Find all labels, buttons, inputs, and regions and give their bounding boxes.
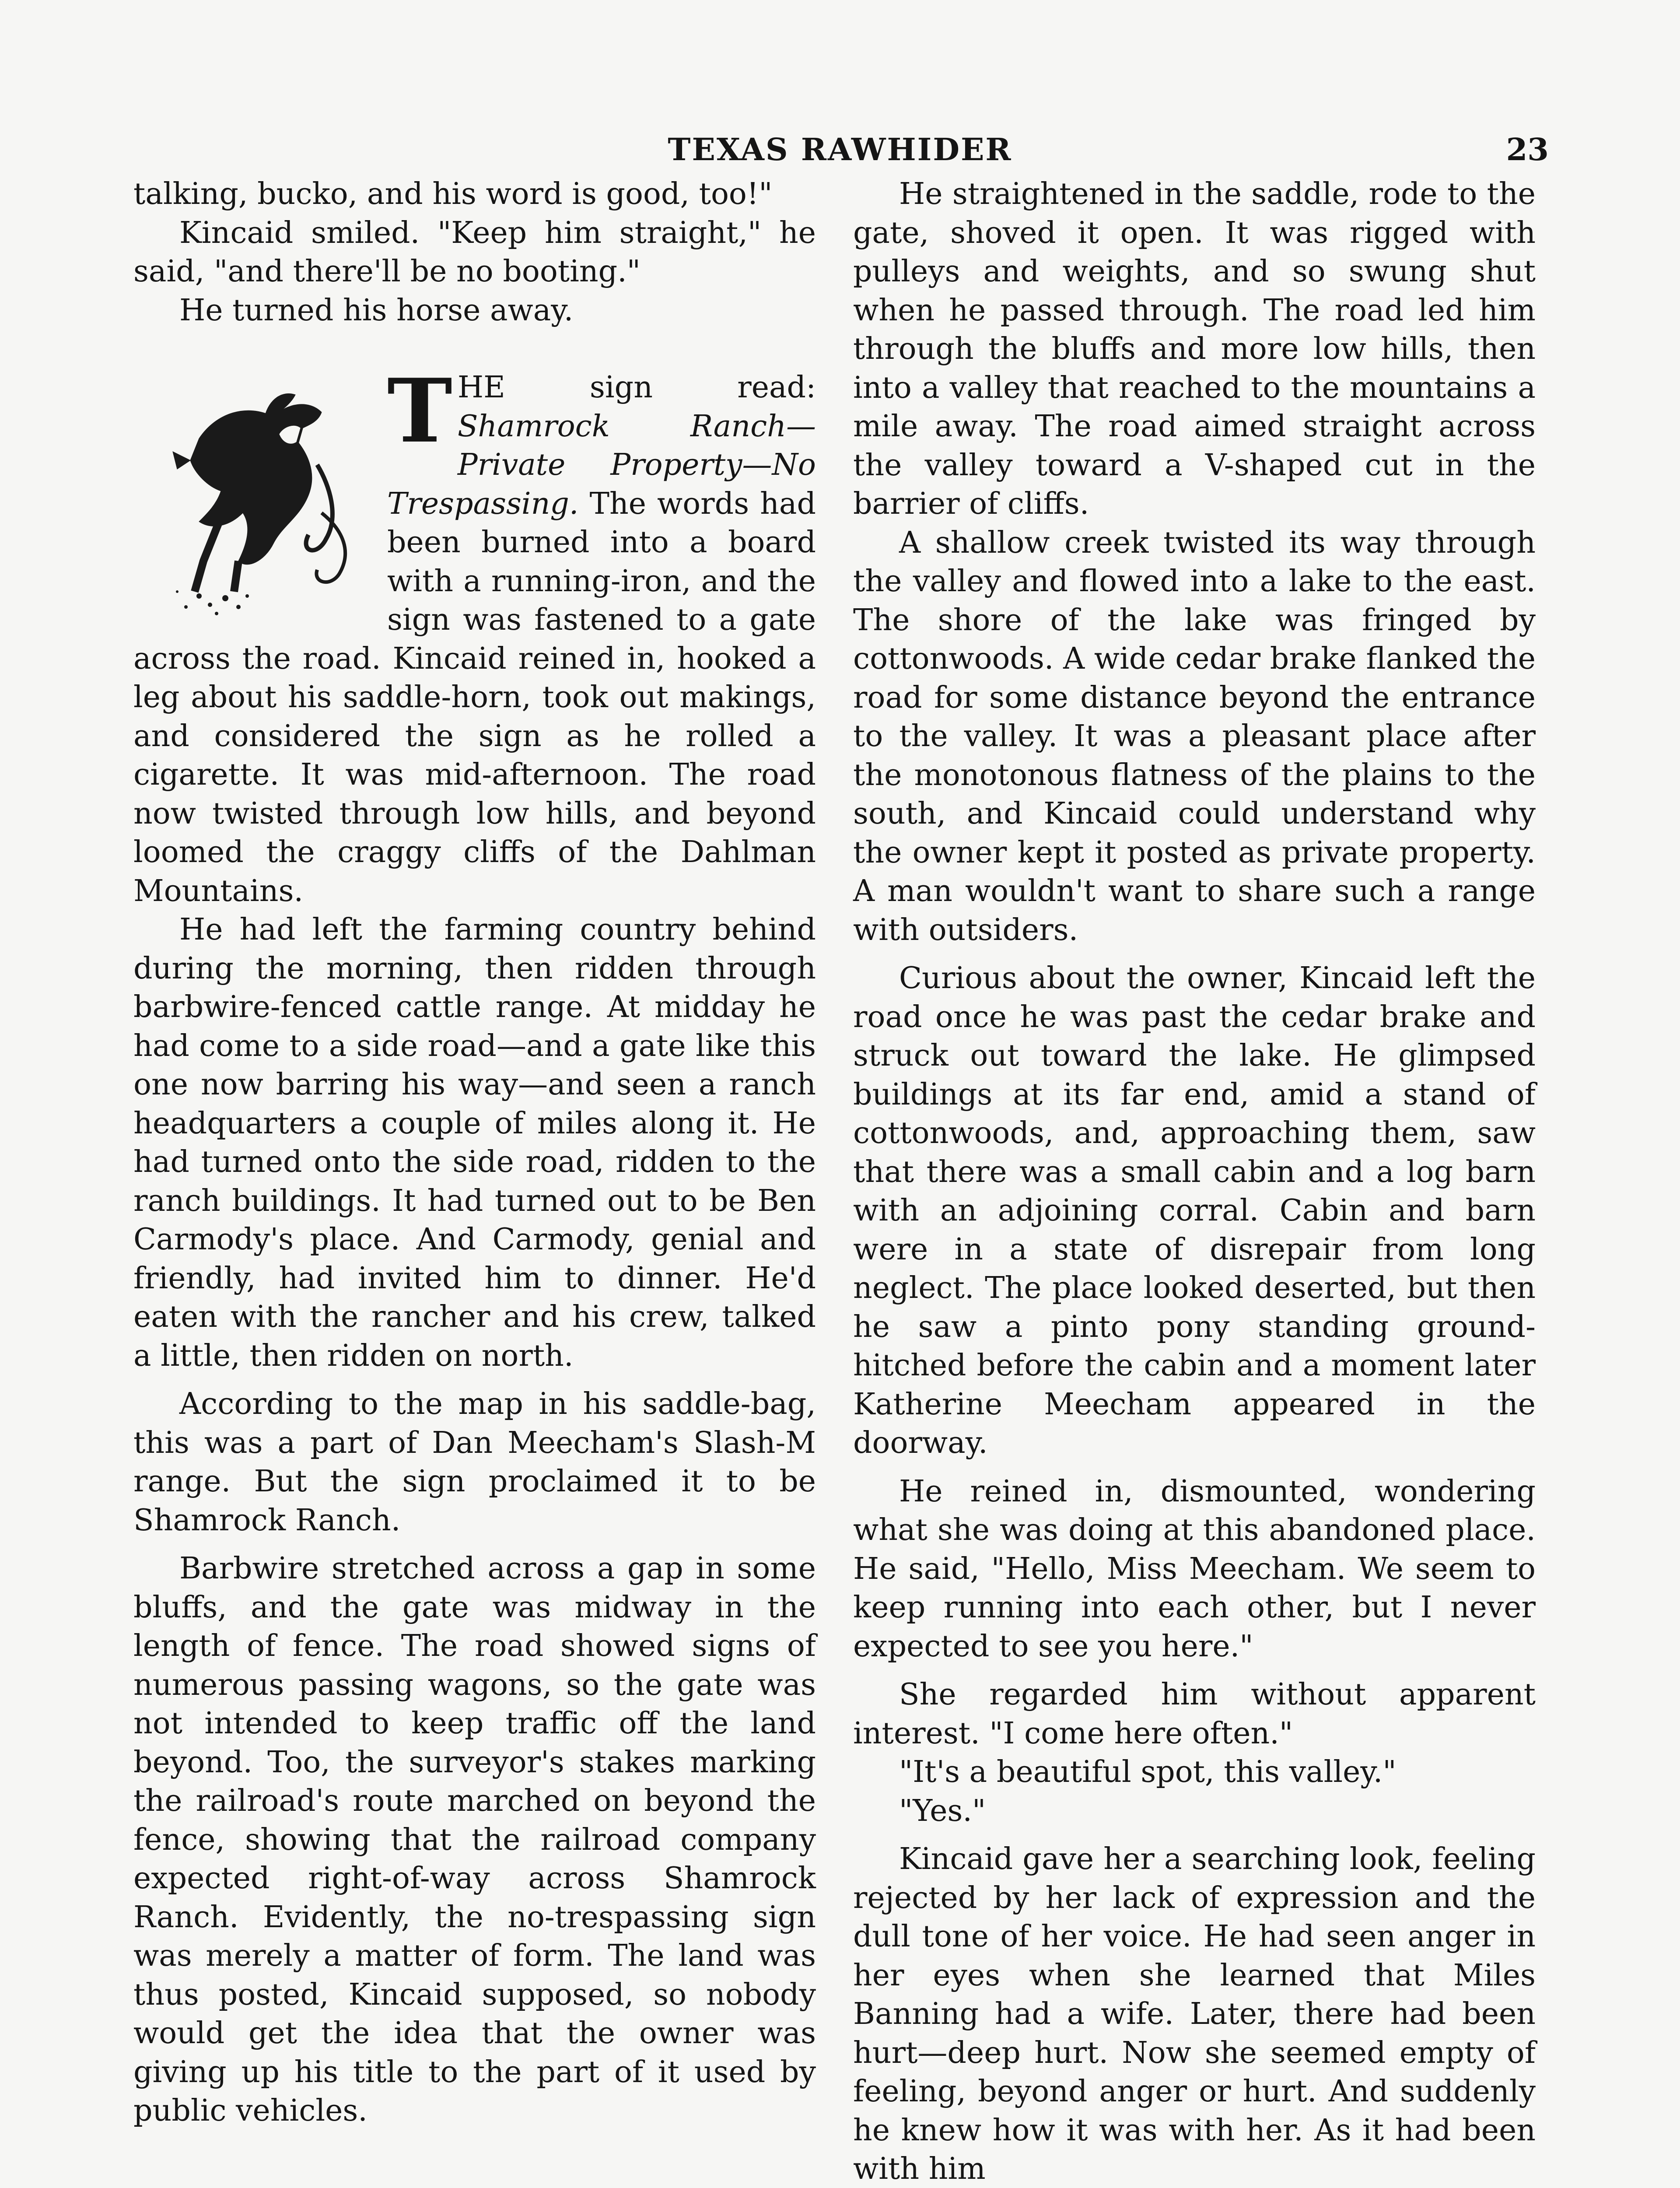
- paragraph-text: The words had been burned into a board with a running-iron, and the sign was fastened to a gate across the road. Kincaid reined in, hooked a leg about his saddle-horn, took out makings, and considered the sign as he rolled a cigarette. It was mid-afternoon. The road now twisted through low hills, and beyond loomed the craggy cliffs of the Dahlman Mountains.: [133, 486, 816, 908]
- left-column: [133, 175, 816, 2131]
- sign-text: Shamrock Ranch—Private Property—No Trespassing.: [387, 409, 816, 521]
- paragraph: Kincaid gave her a searching look, feeling rejected by her lack of expression and the dull tone of her voice. He had seen anger in her eyes when she learned that Miles Banning had a wife. Later, there had been hurt—deep hurt. Now she seemed empty of feeling, beyond anger or hurt. And suddenly he knew how it was with her. As it had been with him: [853, 1842, 1536, 2186]
- paragraph: He straightened in the saddle, rode to the gate, shoved it open. It was rigged with pulleys and weights, and so swung shut when he passed through. The road led him through the bluffs and more low hills, then into a valley that reached to the mountains a mile away. The road aimed straight across the valley toward a V-shaped cut in the barrier of cliffs.: [853, 177, 1536, 521]
- paragraph: Barbwire stretched across a gap in some bluffs, and the gate was midway in the length of fence. The road showed signs of numerous passing wagons, so the gate was not intended to keep traffic off the land beyond. Too, the surveyor's stakes marking the railroad's route marched on beyond the fence, showing that the railroad company expected right-of-way across Shamrock Ranch. Evidently, the no-trespassing sign was merely a matter of form. The land was thus posted, Kincaid supposed, so nobody would get the idea that the owner was giving up his title to the part of it used by public vehicles.: [133, 1551, 816, 2128]
- bucking-horse-rider-icon: [133, 386, 374, 631]
- paragraph: A shallow creek twisted its way through the valley and flowed into a lake to the east. The shore of the lake was fringed by cottonwoods. A wide cedar brake flanked the road for some distance beyond the entrance to the valley. It was a pleasant place after the monotonous flatness of the plains to the south, and Kincaid could understand why the owner kept it posted as private property. A man wouldn't want to share such a range with outsiders.: [853, 525, 1536, 947]
- paragraph: Kincaid smiled. "Keep him straight," he said, "and there'll be no booting.": [133, 215, 816, 289]
- paragraph: Curious about the owner, Kincaid left the road once he was past the cedar brake and struck out toward the lake. He glimpsed buildings at its far end, amid a stand of cottonwoods, and, approaching them, saw that there was a small cabin and a log barn with an adjoining corral. Cabin and barn were in a state of disrepair from long neglect. The place looked deserted, but then he saw a pinto pony standing ground-hitched before the cabin and a moment later Katherine Meecham appeared in the doorway.: [853, 961, 1536, 1460]
- paragraph: talking, bucko, and his word is good, too!": [133, 177, 773, 211]
- drop-cap: T: [387, 360, 452, 463]
- right-column: [853, 175, 1536, 2188]
- paragraph: "It's a beautiful spot, this valley.": [899, 1755, 1396, 1789]
- paragraph: He reined in, dismounted, wondering what she was doing at this abandoned place. He said, "Hello, Miss Meecham. We seem to keep running into each other, but I never expected to see you here.": [853, 1474, 1536, 1664]
- paragraph: "Yes.": [899, 1793, 986, 1828]
- paragraph: According to the map in his saddle-bag, this was a part of Dan Meecham's Slash-M range. But the sign proclaimed it to be Shamrock Ranch.: [133, 1387, 816, 1538]
- chapter-opening-paragraph: [133, 360, 816, 911]
- paragraph: He turned his horse away.: [179, 293, 574, 328]
- paragraph: He had left the farming country behind during the morning, then ridden through barbwire-fenced cattle range. At midday he had come to a side road—and a gate like this one now barring his way—and seen a ranch headquarters a couple of miles along it. He had turned onto the side road, ridden to the ranch buildings. It had turned out to be Ben Carmody's place. And Carmody, genial and friendly, had invited him to dinner. He'd eaten with the rancher and his crew, talked a little, then ridden on north.: [133, 912, 816, 1373]
- running-header-title: TEXAS RAWHIDER: [668, 131, 1012, 168]
- page-number: 23: [1506, 131, 1549, 168]
- sign-intro-text: HE sign read:: [457, 370, 816, 405]
- paragraph: She regarded him without apparent interest. "I come here often.": [853, 1677, 1536, 1751]
